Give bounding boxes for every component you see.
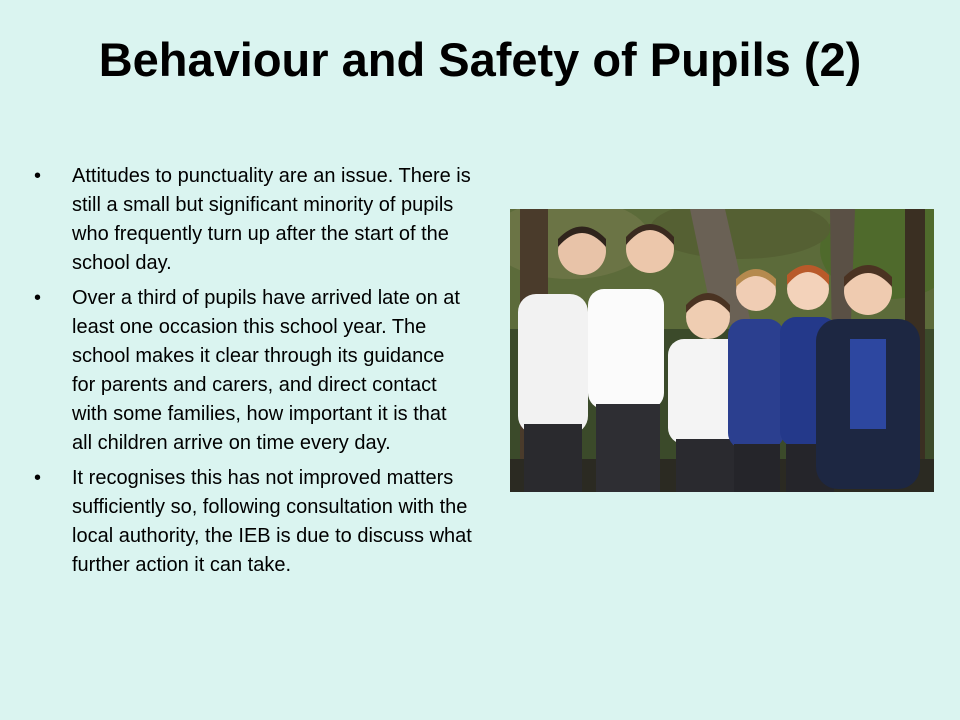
bullet-item xyxy=(32,284,472,458)
bullet-text: Attitudes to punctuality are an issue. There is still a small but significant minority of pupils who frequently turn up after the start of the school day. xyxy=(72,165,471,274)
bullet-marker: • xyxy=(34,467,42,489)
bullet-text: It recognises this has not improved matters sufficiently so, following consultation with the local authority, the IEB is due to discuss what further action it can take. xyxy=(72,467,472,576)
pupils-group-photo xyxy=(510,209,934,492)
bullet-text: Over a third of pupils have arrived late on at least one occasion this school year. The school makes it clear through its guidance for parents and carers, and direct contact with some families, how important it is that all children arrive on time every day. xyxy=(72,287,460,454)
bullet-marker: • xyxy=(34,165,42,187)
photo-illustration xyxy=(510,209,934,492)
slide-title: Behaviour and Safety of Pupils (2) xyxy=(98,33,862,86)
bullet-item xyxy=(32,162,472,278)
bullet-item xyxy=(32,464,472,580)
bullet-marker: • xyxy=(34,287,42,309)
bullet-list xyxy=(32,162,472,586)
